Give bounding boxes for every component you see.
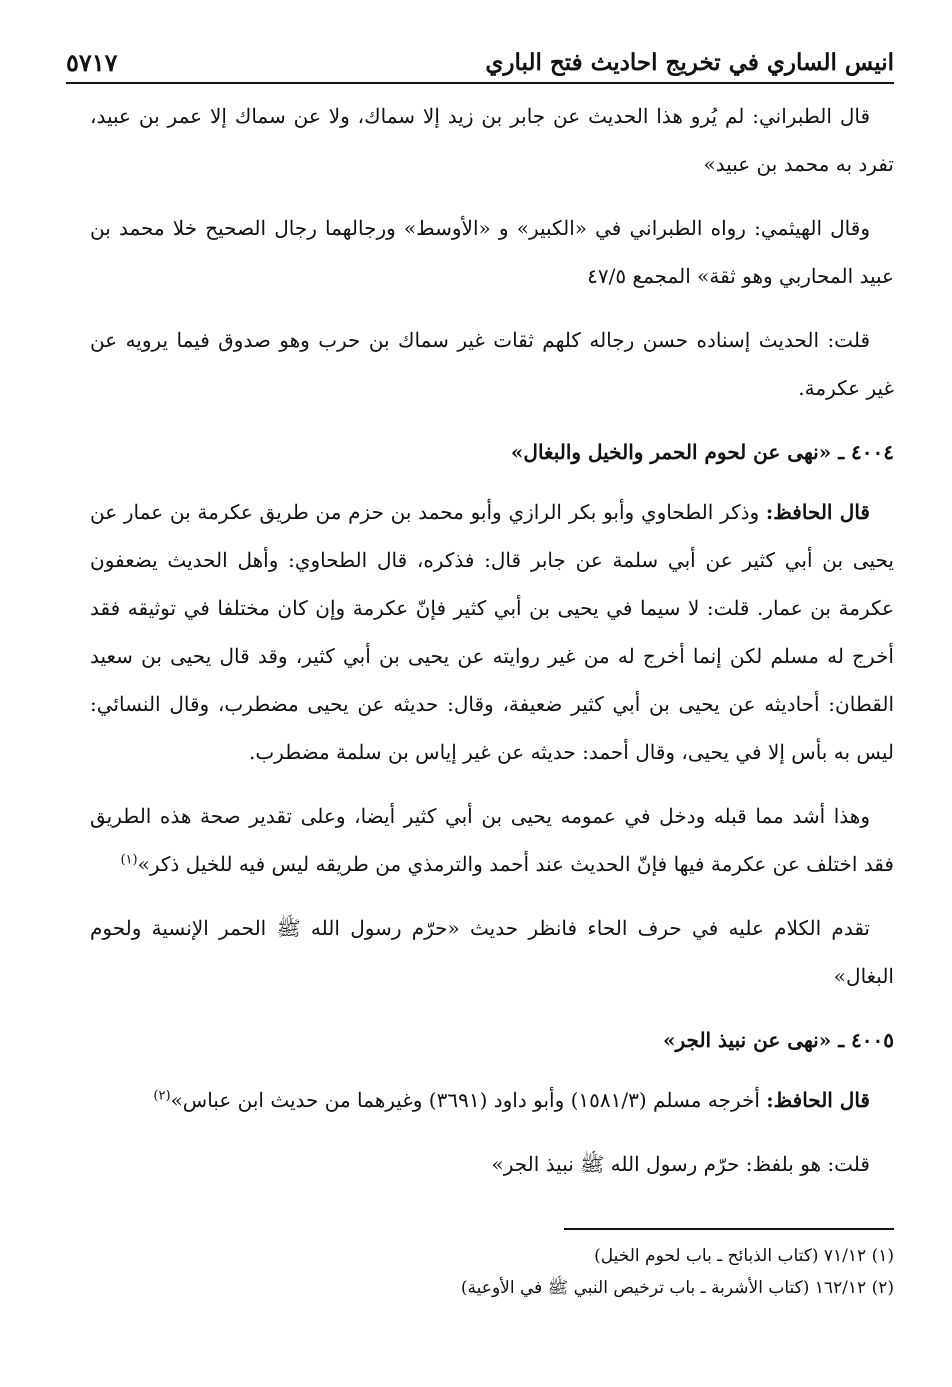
page-header [66, 42, 894, 84]
footnotes [90, 1240, 894, 1304]
paragraph-haythami: وقال الهيثمي: رواه الطبراني في «الكبير» و «الأوسط» ورجالهما رجال الصحيح خلا محمد بن عبيد المحاربي وهو ثقة» المجمع ٤٧/٥ [90, 216, 894, 288]
page-number: ٥٧١٧ [66, 47, 118, 77]
footnote-2: (٢) ١٦٢/١٢ (كتاب الأشربة ـ باب ترخيص النبي ﷺ في الأوعية) [460, 1278, 894, 1298]
paragraph-hafiz-2: قال الحافظ: أخرجه مسلم (١٥٨١/٣) وأبو داود (٣٦٩١) وغيرهما من حديث ابن عباس»$^{(٢)}$ [153, 1088, 870, 1112]
paragraph-hafiz-1: قال الحافظ: وذكر الطحاوي وأبو بكر الرازي وأبو محمد بن حزم من طريق عكرمة بن عمار عن يحيى بن أبي كثير عن أبي سلمة عن جابر قال: فذكره، قال الطحاوي: وأهل الحديث يضعفون عكرمة بن عمار. قلت: لا سيما في يحيى بن أبي كثير فإنّ عكرمة وإن كان مختلفا في توثيقه فقد أخرج له مسلم لكن إنما أخرج له من غير روايته عن يحيى بن أبي كثير، وقد قال يحيى بن سعيد القطان: أحاديثه عن يحيى بن أبي كثير ضعيفة، وقال: حديثه عن يحيى مضطرب، وقال النسائي: ليس به بأس إلا في يحيى، وقال أحمد: حديثه عن غير إياس بن سلمة مضطرب. [90, 500, 894, 764]
footnote-ref-1: (١) [120, 852, 138, 868]
paragraph-cross-ref: تقدم الكلام عليه في حرف الحاء فانظر حديث «حرّم رسول الله ﷺ الحمر الإنسية ولحوم البغال» [90, 916, 894, 988]
paragraph-tabarani: قال الطبراني: لم يُرو هذا الحديث عن جابر بن زيد إلا سماك، ولا عن سماك إلا عمر بن عبيد، تفرد به محمد بن عبيد» [90, 104, 894, 176]
footnote-ref-2: (٢) [153, 1088, 171, 1104]
entry-heading-4004: ٤٠٠٤ ـ «نهى عن لحوم الحمر والخيل والبغال» [510, 440, 894, 464]
paragraph-commentary: وهذا أشد مما قبله ودخل في عمومه يحيى بن أبي كثير أيضا، وعلى تقدير صحة هذه الطريق فقد اختلف عن عكرمة فيها فإنّ الحديث عند أحمد والترمذي من طريقه ليس فيه للخيل ذكر»$^{(١)}$ [90, 804, 894, 876]
hafiz-label: قال الحافظ: [765, 500, 870, 524]
entry-heading-4005: ٤٠٠٥ ـ «نهى عن نبيذ الجر» [663, 1028, 894, 1052]
paragraph-qultu-1: قلت: الحديث إسناده حسن رجاله كلهم ثقات غير سماك بن حرب وهو صدوق فيما يرويه عن غير عكرمة. [90, 328, 894, 400]
running-title: انيس الساري في تخريج احاديث فتح الباري [485, 48, 894, 76]
paragraph-qultu-2: قلت: هو بلفظ: حرّم رسول الله ﷺ نبيذ الجر» [491, 1152, 870, 1176]
hafiz-label: قال الحافظ: [766, 1088, 870, 1112]
footnote-divider [564, 1228, 894, 1230]
footnote-1: (١) ٧١/١٢ (كتاب الذبائح ـ باب لحوم الخيل) [594, 1246, 894, 1266]
main-text [90, 92, 894, 1204]
